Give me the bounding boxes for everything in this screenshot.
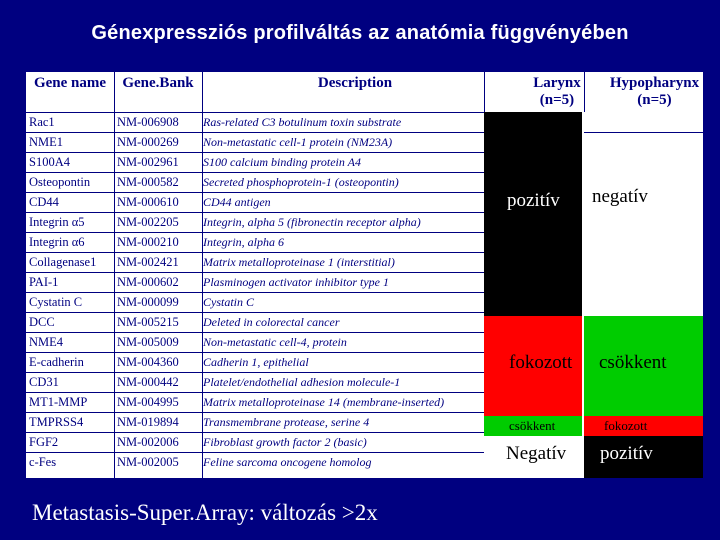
description-cell: Cystatin C [203, 295, 255, 309]
table-row [26, 312, 484, 332]
gene-name-cell: c-Fes [29, 455, 57, 469]
row-divider [26, 132, 484, 133]
description-cell: S100 calcium binding protein A4 [203, 155, 361, 169]
description-cell: Non-metastatic cell-4, protein [203, 335, 347, 349]
table-row [26, 332, 484, 352]
table-row [26, 132, 484, 152]
gene-name-cell: Collagenase1 [29, 255, 97, 269]
description-cell: Fibroblast growth factor 2 (basic) [203, 435, 367, 449]
genebank-cell: NM-002961 [117, 155, 179, 169]
row-divider [26, 192, 484, 193]
description-cell: Matrix metalloproteinase 1 (interstitial) [203, 255, 395, 269]
description-cell: CD44 antigen [203, 195, 271, 209]
label-larynx-increased: fokozott [509, 352, 573, 373]
row-divider [26, 252, 484, 253]
table-row [26, 372, 484, 392]
gene-name-cell: Osteopontin [29, 175, 91, 189]
gene-name-cell: Integrin α6 [29, 235, 85, 249]
table-row [26, 112, 484, 132]
table-row [26, 252, 484, 272]
table-row [26, 292, 484, 312]
row-divider [26, 212, 484, 213]
row-divider [26, 432, 484, 433]
description-cell: Cadherin 1, epithelial [203, 355, 309, 369]
description-cell: Plasminogen activator inhibitor type 1 [203, 275, 389, 289]
gene-name-cell: MT1-MMP [29, 395, 88, 409]
genebank-cell: NM-000602 [117, 275, 179, 289]
footer-note: Metastasis-Super.Array: változás >2x [32, 500, 378, 525]
gene-name-cell: FGF2 [29, 435, 59, 449]
gene-name-cell: S100A4 [29, 155, 70, 169]
gene-name-cell: PAI-1 [29, 275, 59, 289]
gene-expression-table [26, 72, 703, 478]
gene-name-cell: Cystatin C [29, 295, 83, 309]
header-description: Description [317, 75, 393, 91]
genebank-cell: NM-019894 [117, 415, 179, 429]
description-cell: Ras-related C3 botulinum toxin substrate [203, 115, 402, 129]
table-row [26, 192, 484, 212]
gene-name-cell: CD44 [29, 195, 59, 209]
header-larynx-n: (n=5) [539, 92, 575, 108]
row-divider [26, 152, 484, 153]
table-row [26, 392, 484, 412]
table-row [26, 272, 484, 292]
slide-title: Génexpressziós profilváltás az anatómia függvényében [91, 22, 629, 44]
row-divider [26, 332, 484, 333]
gene-name-cell: NME1 [29, 135, 64, 149]
genebank-cell: NM-005215 [117, 315, 179, 329]
genebank-cell: NM-002005 [117, 455, 179, 469]
gene-name-cell: Integrin α5 [29, 215, 85, 229]
row-divider [26, 292, 484, 293]
gene-name-cell: Rac1 [29, 115, 55, 129]
table-row [26, 232, 484, 252]
table-row [26, 172, 484, 192]
table-row [26, 432, 484, 452]
genebank-cell: NM-000269 [117, 135, 179, 149]
genebank-cell: NM-002205 [117, 215, 179, 229]
description-cell: Secreted phosphoprotein-1 (osteopontin) [203, 175, 399, 189]
label-larynx-decreased: csökkent [509, 418, 556, 433]
column-divider [584, 72, 585, 112]
row-divider [26, 172, 484, 173]
gene-name-cell: NME4 [29, 335, 64, 349]
label-hypopharynx-negative: negatív [592, 186, 648, 207]
hypopharynx-block-negative [584, 112, 703, 316]
row-divider [26, 112, 484, 113]
label-hypopharynx-positive: pozitív [600, 443, 653, 464]
label-larynx-negative: Negatív [506, 443, 567, 464]
genebank-cell: NM-004360 [117, 355, 179, 369]
table-row [26, 452, 484, 472]
table-row [26, 152, 484, 172]
row-divider [26, 272, 484, 273]
genebank-cell: NM-000099 [117, 295, 179, 309]
row-divider [26, 312, 484, 313]
description-cell: Non-metastatic cell-1 protein (NM23A) [203, 135, 393, 149]
table-row [26, 212, 484, 232]
genebank-cell: NM-000442 [117, 375, 179, 389]
gene-name-cell: TMPRSS4 [29, 415, 84, 429]
hypopharynx-cell-divider [584, 132, 703, 133]
genebank-cell: NM-004995 [117, 395, 179, 409]
genebank-cell: NM-005009 [117, 335, 179, 349]
description-cell: Feline sarcoma oncogene homolog [203, 455, 372, 469]
gene-name-cell: CD31 [29, 375, 59, 389]
genebank-cell: NM-002421 [117, 255, 179, 269]
genebank-cell: NM-002006 [117, 435, 179, 449]
table-row [26, 352, 484, 372]
genebank-cell: NM-000582 [117, 175, 179, 189]
description-cell: Transmembrane protease, serine 4 [203, 415, 370, 429]
header-hypopharynx [606, 72, 703, 112]
description-cell: Deleted in colorectal cancer [203, 315, 340, 329]
row-divider [26, 232, 484, 233]
row-divider [26, 392, 484, 393]
description-cell: Integrin, alpha 5 (fibronectin receptor alpha) [203, 215, 421, 229]
header-hypopharynx-n: (n=5) [637, 92, 672, 108]
genebank-cell: NM-000210 [117, 235, 179, 249]
label-hypopharynx-increased: fokozott [604, 418, 648, 433]
genebank-cell: NM-006908 [117, 115, 179, 129]
column-divider [484, 72, 485, 112]
header-larynx [508, 72, 606, 112]
description-cell: Platelet/endothelial adhesion molecule-1 [203, 375, 401, 389]
header-gene-name: Gene name [33, 75, 107, 91]
header-larynx-label: Larynx [533, 75, 581, 91]
label-hypopharynx-decreased: csökkent [599, 352, 667, 373]
label-larynx-positive: pozitív [507, 190, 560, 211]
header-hypopharynx-label: Hypopharynx [609, 75, 700, 91]
gene-name-cell: DCC [29, 315, 55, 329]
gene-name-cell: E-cadherin [29, 355, 84, 369]
row-divider [26, 372, 484, 373]
header-genebank: Gene.Bank [122, 75, 194, 91]
description-cell: Matrix metalloproteinase 14 (membrane-inserted) [203, 395, 445, 409]
row-divider [26, 352, 484, 353]
row-divider [26, 412, 484, 413]
table-row [26, 412, 484, 432]
genebank-cell: NM-000610 [117, 195, 179, 209]
description-cell: Integrin, alpha 6 [203, 235, 284, 249]
row-divider [26, 452, 484, 453]
